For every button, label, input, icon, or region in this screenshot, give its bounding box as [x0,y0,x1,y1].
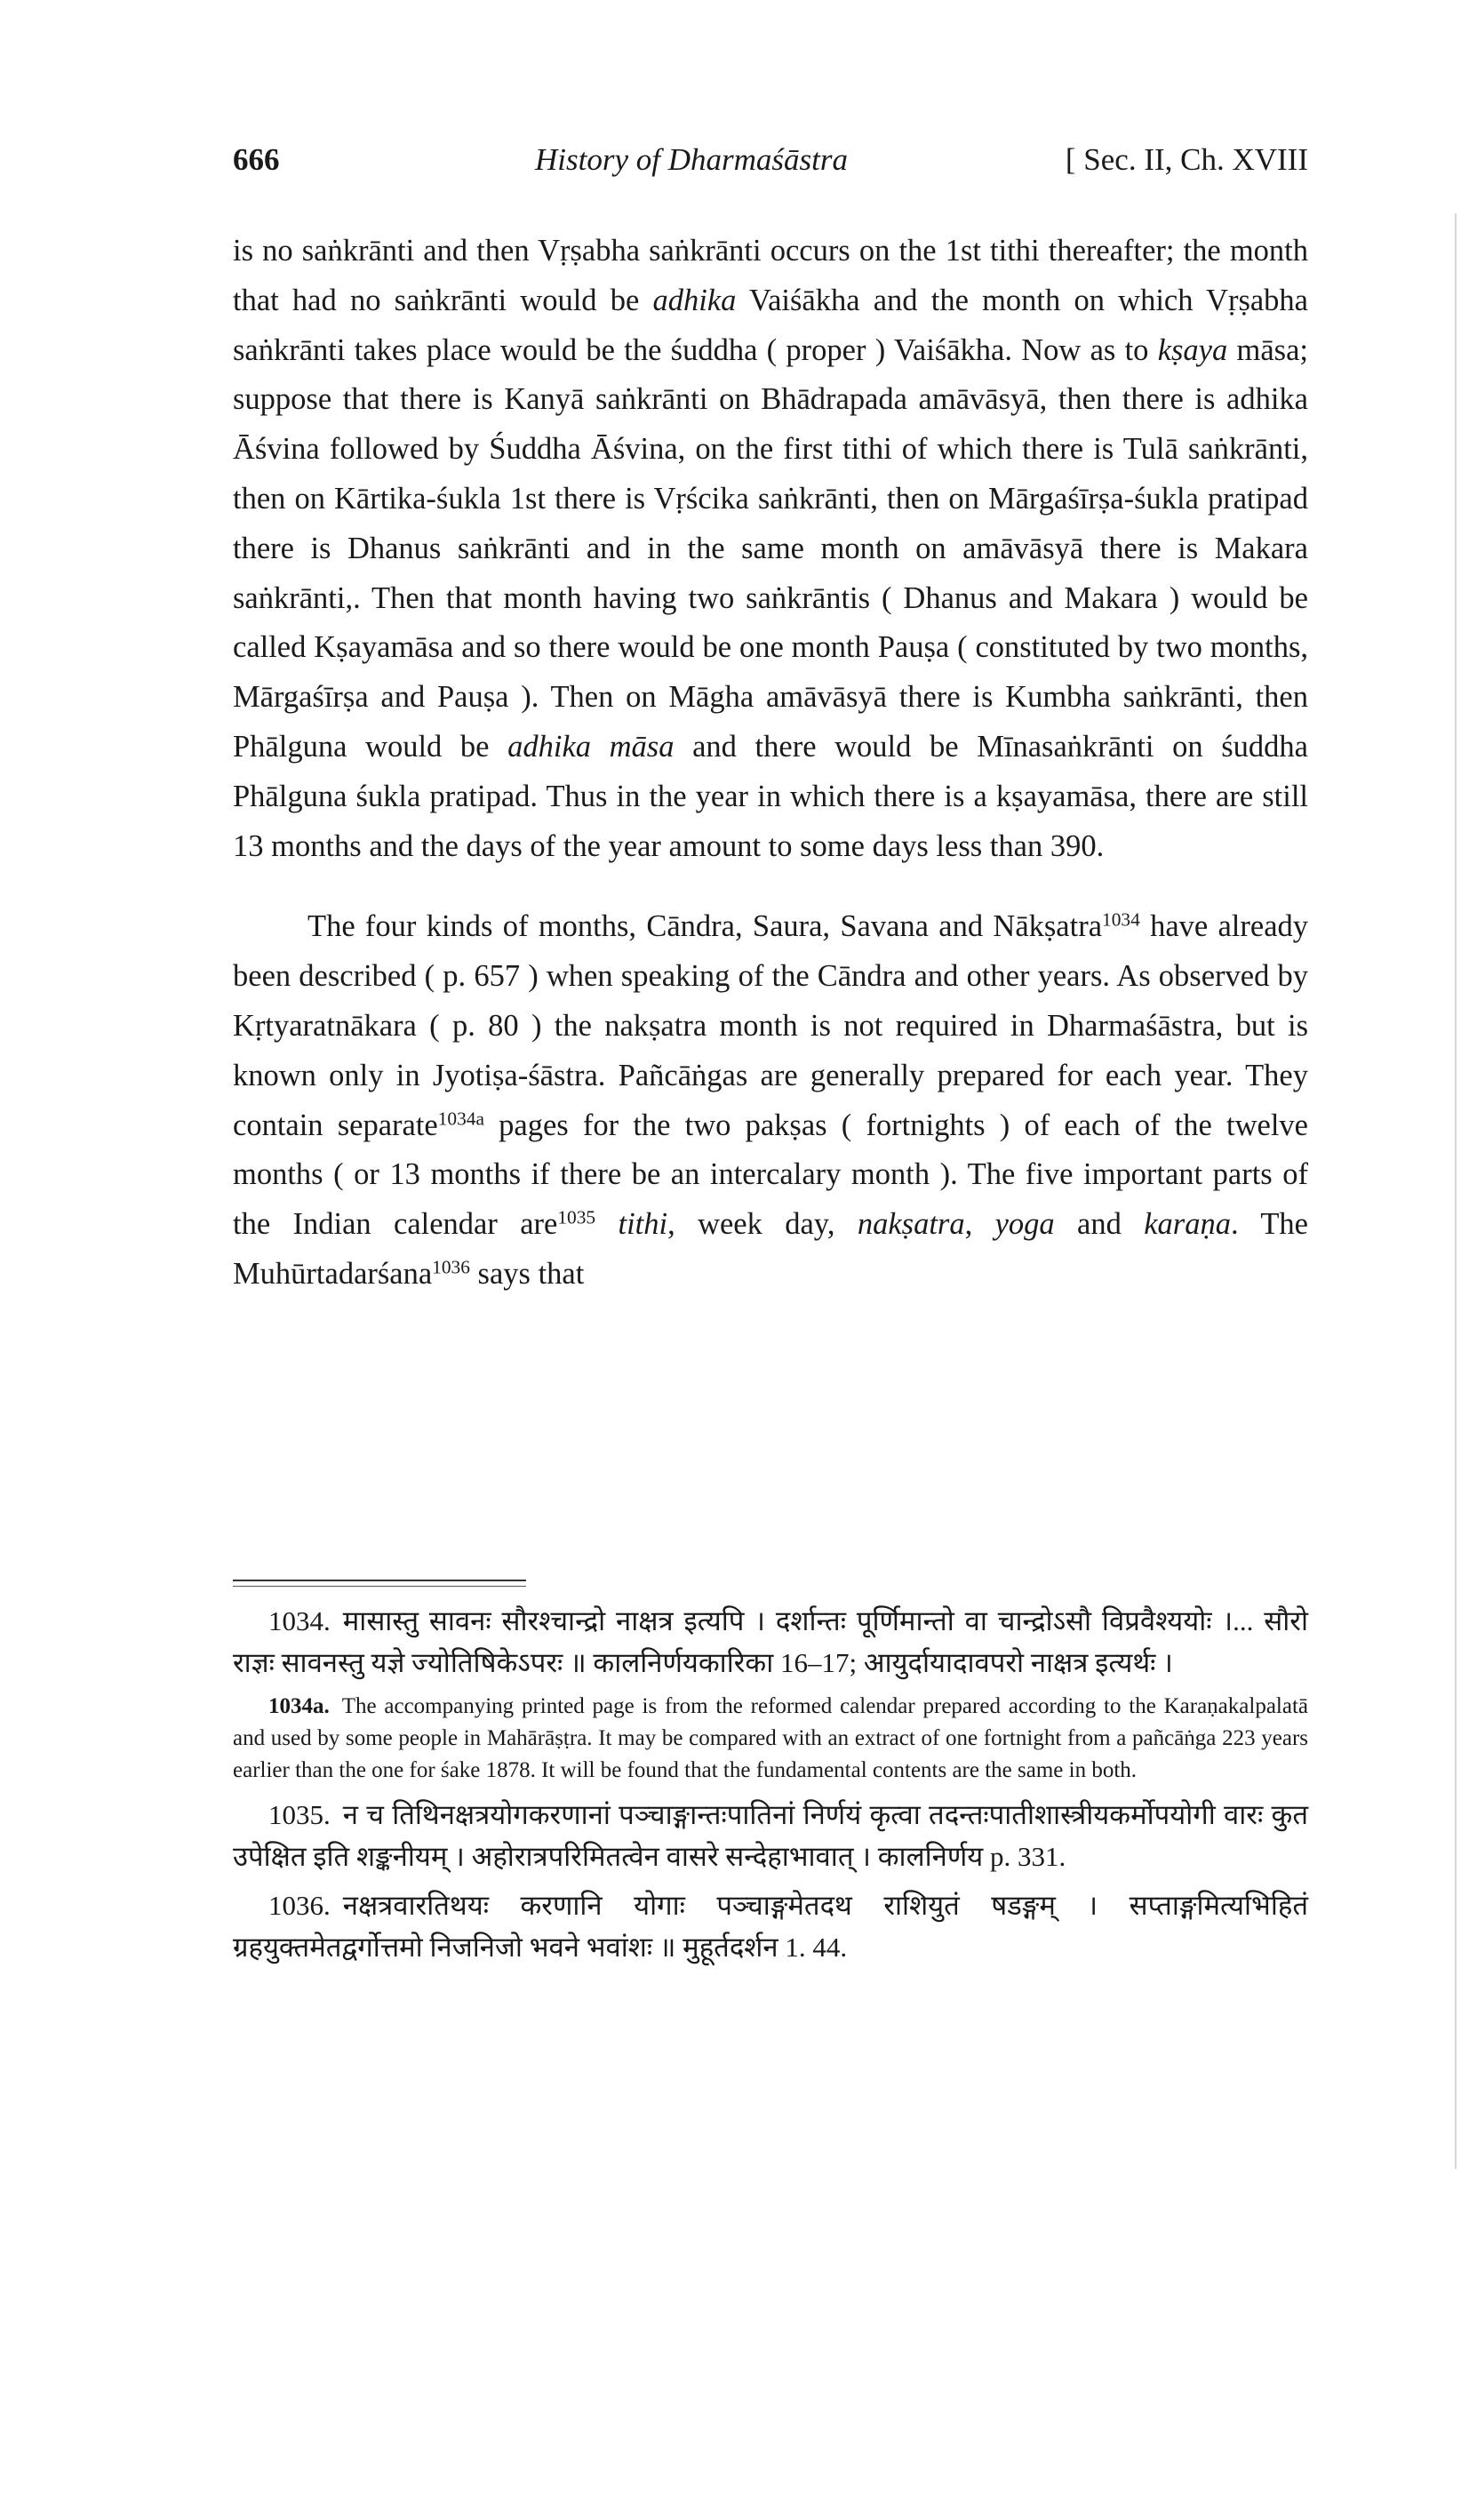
footnote-ref-1034[interactable]: 1034 [1102,908,1140,931]
footnote-text: न च तिथिनक्षत्रयोगकरणानां पञ्चाङ्गान्तःपातिनां निर्णयं कृत्वा तदन्तःपातीशास्त्रीयकर्मोपयोगी वारः कुत उपेक्षित इति शङ्कनीयम् । अहोरात्रपरिमितत्वेन वासरे सन्देहाभावात् । कालनिर्णय p. 331. [233,1799,1308,1872]
scan-edge-line [1455,213,1457,2169]
page-number: 666 [233,142,280,177]
footnote-ref-1034a[interactable]: 1034a [437,1107,484,1129]
section-label: [ Sec. II, Ch. XVIII [1065,142,1308,177]
footnote-number: 1036. [268,1890,331,1921]
p2-text-1: The four kinds of months, Cāndra, Saura, Savana and Nākṣatra [307,909,1103,944]
footnote-number: 1034a. [268,1694,330,1718]
p2-text-6: and [1054,1207,1145,1242]
footnote-1035 [233,1794,1308,1877]
p2-text-3: pages for the two pakṣas ( fortnights ) of each of the twelve months ( or 13 months if there be an intercalary month ). The five important parts of the Indian calendar are [233,1108,1308,1242]
running-title: History of Dharmaśāstra [535,142,848,177]
p1-text-3: māsa; suppose that there is Kanyā saṅkrānti on Bhādrapada amāvāsyā, then there is adhika Āśvina followed by Śuddha Āśvina, on the first tithi of which there is Tulā saṅkrānti, then on Kārtika-śukla 1st there is Vṛścika saṅkrānti, then on Mārgaśīrṣa-śukla pratipad there is Dhanus saṅkrānti and in the same month on amāvāsyā there is Makara saṅkrānti,. Then that month having two saṅkrāntis ( Dhanus and Makara ) would be called Kṣayamāsa and so there would be one month Pauṣa ( constituted by two months, Mārgaśīrṣa and Pauṣa ). Then on Māgha amāvāsyā there is Kumbha saṅkrānti, then Phālguna would be [233,332,1308,764]
p2-text-4: , week day, [667,1207,858,1242]
footnote-1036 [233,1884,1308,1968]
footnotes [233,1600,1308,1975]
footnote-separator [233,1580,526,1581]
p2-italic-naksatra: nakṣatra [857,1207,965,1242]
p1-text-4: and there would be Mīnasaṅkrānti on śuddha Phālguna śukla pratipad. Thus in the year in which there is a kṣayamāsa, there are still 13 months and the days of the year amount to some days less than 390. [233,729,1308,863]
p1-text-1: is no saṅkrānti and then Vṛṣabha saṅkrānti occurs on the 1st tithi thereafter; the month that had no saṅkrānti would be [233,234,1308,317]
p2-text-8: says that [469,1256,585,1291]
p2-italic-tithi: tithi [618,1207,668,1242]
p2-space [595,1207,618,1241]
p1-italic-adhika: adhika [652,283,737,317]
p2-italic-yoga: yoga [994,1207,1055,1242]
paragraph-2 [233,902,1308,1299]
p1-italic-ksaya: kṣaya [1157,332,1228,367]
footnote-text: The accompanying printed page is from the reformed calendar prepared according to the Karaṇakalpalatā and used by some people in Mahārāṣṭra. It may be compared with an extract of one fortnight from a pañcāṅga 223 years earlier than the one for śake 1878. It will be found that the fundamental contents are the same in both. [233,1694,1308,1782]
paragraph-1 [233,227,1308,871]
footnote-number: 1035. [268,1799,331,1830]
p2-text-5: , [964,1207,995,1242]
footnote-text: नक्षत्रवारतिथयः करणानि योगाः पञ्चाङ्गमेतदथ राशियुतं षडङ्गम् । सप्ताङ्गमित्यभिहितं ग्रहयुक्तमेतद्वर्गोत्तमो निजनिजो भवने भवांशः ॥ मुहूर्तदर्शन 1. 44. [233,1890,1308,1963]
footnote-1034 [233,1600,1308,1684]
p1-italic-adhika-masa: adhika māsa [507,729,675,764]
p2-italic-karana: karaṇa [1144,1207,1231,1242]
footnote-text: मासास्तु सावनः सौरश्चान्द्रो नाक्षत्र इत्यपि । दर्शान्तः पूर्णिमान्तो वा चान्द्रोऽसौ विप्रवैश्ययोः ।... सौरो राज्ञः सावनस्तु यज्ञे ज्योतिषिकेऽपरः ॥ कालनिर्णयकारिका 16–17; आयुर्दायादावपरो नाक्षत्र इत्यर्थः । [233,1605,1308,1678]
p1-text-2: Vaiśākha and the month on which Vṛṣabha saṅkrānti takes place would be the śuddha ( proper ) Vaiśākha. Now as to [233,283,1308,367]
p2-text-2: have already been described ( p. 657 ) when speaking of the Cāndra and other years. As observed by Kṛtyaratnākara ( p. 80 ) the nakṣatra month is not required in Dharmaśāstra, but is known only in Jyotiṣa-śāstra. Pañcāṅgas are generally prepared for each year. They contain separate [233,909,1309,1142]
main-text [233,227,1308,1300]
footnote-ref-1036[interactable]: 1036 [432,1256,470,1278]
running-header [233,142,1308,196]
footnote-ref-1035[interactable]: 1035 [557,1206,596,1228]
p2-text-7: . The Muhūrtadarśana [233,1207,1308,1291]
footnote-1034a [233,1691,1308,1787]
footnote-separator-wave [233,1586,526,1587]
footnote-number: 1034. [268,1605,331,1636]
